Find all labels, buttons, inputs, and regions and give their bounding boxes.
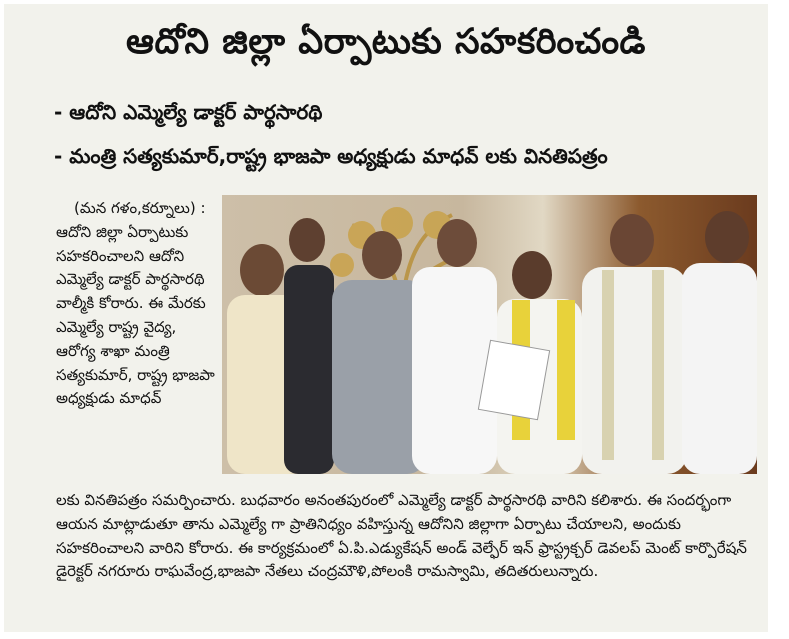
headline: ఆదోని జిల్లా ఏర్పాటుకు సహకరించండి xyxy=(126,22,646,62)
subheading-1: - ఆదోని ఎమ్మెల్యే డాక్టర్ పార్థసారథి xyxy=(54,100,323,124)
article-paragraph-bottom: లకు వినతిపత్రం సమర్పించారు. బుధవారం అనంతపురంలో ఎమ్మెల్యే డాక్టర్ పార్థసారథి వారిని కలిశారు. ఈ సందర్భంగా ఆయన మాట్లాడుతూ తాను ఎమ్మెల్యే గా ప్రాతినిధ్యం వహిస్తున్న ఆదోనిని జిల్లాగా ఏర్పాటు చేయాలని, అందుకు సహకరించాలని వారిని కోరారు. ఈ కార్యక్రమంలో ఏ.పి.ఎడ్యుకేషన్ అండ్ వెల్ఫేర్ ఇన్ ఫ్రాస్ట్రక్చర్ డెవలప్ మెంట్ కార్పొరేషన్ డైరెక్టర్ నగరూరు రాఘవేంద్ర,భాజపా నేతలు చంద్రమౌళి,పోలంకి రామస్వామి, తదితరులున్నారు. xyxy=(56,491,747,581)
newspaper-clipping xyxy=(4,4,768,632)
news-photo xyxy=(222,195,757,474)
article-body-left xyxy=(56,197,216,411)
subheading-2: - మంత్రి సత్యకుమార్,రాష్ట్ర భాజపా అధ్యక్షుడు మాధవ్ లకు వినతిపత్రం xyxy=(54,144,608,168)
article-body-bottom xyxy=(56,489,756,584)
group-photo-illustration xyxy=(222,195,757,474)
people-group xyxy=(227,211,757,474)
article-paragraph-left: (మన గళం,కర్నూలు) : ఆదోని జిల్లా ఏర్పాటుకు సహకరించాలని ఆదోని ఎమ్మెల్యే డాక్టర్ పార్థసారథి వాల్మీకి కోరారు. ఈ మేరకు ఎమ్మెల్యే రాష్ట్ర వైద్య, ఆరోగ్య శాఖా మంత్రి సత్యకుమార్, రాష్ట్ర భాజపా అధ్యక్షుడు మాధవ్ xyxy=(56,199,215,408)
